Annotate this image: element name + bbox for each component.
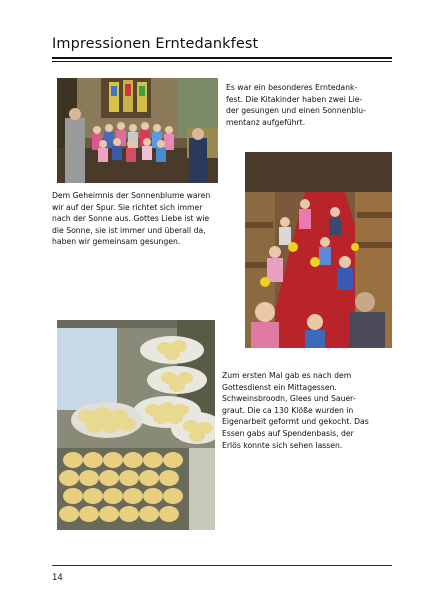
text-line: Es war ein besonderes Erntedank-	[226, 83, 358, 92]
text-line: wir auf der Spur. Sie richtet sich immer	[52, 202, 203, 212]
text-line: haben wir gemeinsam gesungen.	[52, 237, 181, 247]
text-line: graut. Die ca 130 Klöße wurden in	[222, 405, 354, 415]
paragraph-sunflower	[52, 190, 242, 248]
photo-dumplings	[57, 320, 215, 530]
text-line: nach der Sonne aus. Gottes Liebe ist wie	[52, 214, 210, 224]
header-rule	[52, 57, 392, 59]
text-line: die Sonne, sie ist immer und überall da,	[52, 225, 206, 235]
photo-children-singing	[57, 78, 218, 183]
text-line: fest. Die Kitakinder haben zwei Lie-	[226, 94, 363, 104]
text-line: Schweinsbroodn, Glees und Sauer-	[222, 394, 356, 404]
text-line: der gesungen und einen Sonnenblu-	[226, 106, 366, 116]
page-number: 14	[52, 573, 63, 583]
text-line: Gottesdienst ein Mittagessen.	[222, 382, 337, 392]
text-line: Dem Geheimnis der Sonnenblume waren	[52, 191, 211, 200]
page-title: Impressionen Erntedankfest	[52, 36, 259, 52]
text-line: mentanz aufgeführt.	[226, 117, 306, 127]
text-line: Erlös konnte sich sehen lassen.	[222, 440, 343, 450]
paragraph-lunch	[222, 370, 400, 451]
text-line: Eigenarbeit geformt und gekocht. Das	[222, 417, 369, 427]
photo-sunflower-dance	[245, 152, 392, 348]
footer-rule	[52, 565, 392, 566]
text-line: Zum ersten Mal gab es nach dem	[222, 371, 352, 380]
paragraph-kita	[226, 82, 396, 128]
header-rule-thin	[52, 61, 392, 62]
text-line: Essen gabs auf Spendenbasis, der	[222, 428, 354, 438]
